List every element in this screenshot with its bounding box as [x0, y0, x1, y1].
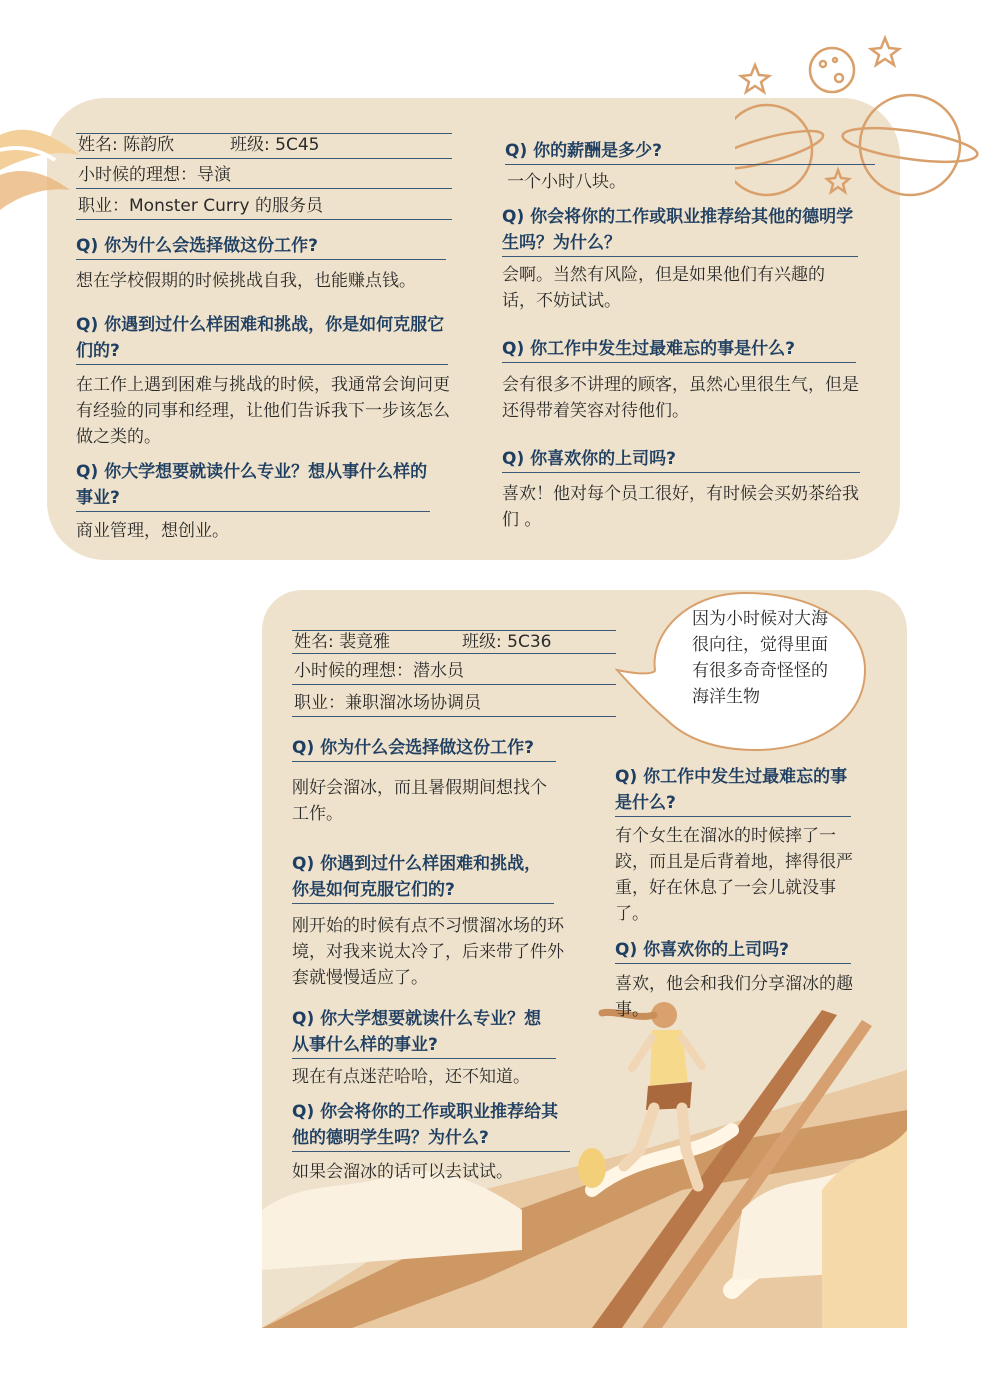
profile1-question: Q) 你大学想要就读什么专业？想从事什么样的事业? — [76, 459, 430, 512]
profile1-job-line — [76, 195, 452, 220]
profile2-answer: 刚开始的时候有点不习惯溜冰场的环境，对我来说太冷了，后来带了件外套就慢慢适应了。 — [292, 916, 564, 988]
profile1-answer: 在工作上遇到困难与挑战的时候，我通常会询问更有经验的同事和经理，让他们告诉我下一步该怎么做之类的。 — [76, 375, 450, 447]
profile1-question: Q) 你的薪酬是多少? — [505, 138, 875, 165]
profile2-question: Q) 你喜欢你的上司吗? — [615, 937, 851, 964]
profile1-question: Q) 你工作中发生过最难忘的事是什么? — [502, 336, 856, 363]
profile1-answer: 喜欢！他对每个员工很好，有时候会买奶茶给我们 。 — [502, 484, 859, 530]
profile1-answer: 一个小时八块。 — [507, 172, 626, 192]
profile2-dream-line — [292, 660, 616, 685]
profile1-question: Q) 你为什么会选择做这份工作? — [76, 233, 446, 260]
profile2-job: 职业：兼职溜冰场协调员 — [294, 693, 481, 713]
profile1-class: 班级: 5C45 — [230, 135, 320, 155]
profile2-question: Q) 你工作中发生过最难忘的事是什么? — [615, 764, 851, 817]
profile2-name: 姓名: 裴竟雅 — [294, 632, 391, 652]
profile1-answer: 商业管理，想创业。 — [76, 521, 229, 541]
profile1-question: Q) 你遇到过什么样困难和挑战，你是如何克服它们的? — [76, 312, 448, 365]
profile1-dream-line — [76, 164, 452, 189]
profile1-answer: 会有很多不讲理的顾客，虽然心里很生气，但是还得带着笑容对待他们。 — [502, 375, 859, 421]
profile2-question: Q) 你会将你的工作或职业推荐给其他的德明学生吗？为什么? — [292, 1099, 570, 1152]
profile1-name-class-line — [76, 133, 452, 159]
profile2-answer: 喜欢，他会和我们分享溜冰的趣事。 — [615, 974, 853, 1020]
speech-bubble-text: 因为小时候对大海很向往，觉得里面有很多奇奇怪怪的海洋生物 — [692, 609, 828, 707]
profile2-class: 班级: 5C36 — [462, 632, 552, 652]
profile2-question: Q) 你遇到过什么样困难和挑战，你是如何克服它们的? — [292, 851, 554, 904]
profile1-answer: 想在学校假期的时候挑战自我，也能赚点钱。 — [76, 271, 416, 291]
profile1-question: Q) 你喜欢你的上司吗? — [502, 446, 860, 473]
profile1-question: Q) 你会将你的工作或职业推荐给其他的德明学生吗？为什么？ — [502, 204, 858, 257]
profile2-question: Q) 你为什么会选择做这份工作? — [292, 735, 556, 762]
profile2-question: Q) 你大学想要就读什么专业？想从事什么样的事业? — [292, 1006, 556, 1059]
profile2-job-line — [292, 692, 616, 717]
profile2-name-class-line — [292, 630, 616, 654]
profile1-answer: 会啊。当然有风险，但是如果他们有兴趣的话，不妨试试。 — [502, 265, 825, 311]
profile1-dream: 小时候的理想：导演 — [78, 165, 231, 185]
profile2-answer: 如果会溜冰的话可以去试试。 — [292, 1162, 513, 1182]
profile1-job: 职业：Monster Curry 的服务员 — [78, 196, 324, 216]
profile1-name: 姓名: 陈韵欣 — [78, 135, 175, 155]
profile2-answer: 有个女生在溜冰的时候摔了一跤，而且是后背着地，摔得很严重，好在休息了一会儿就没事了。 — [615, 826, 853, 924]
profile2-answer: 现在有点迷茫哈哈，还不知道。 — [292, 1067, 530, 1087]
profile2-dream: 小时候的理想：潜水员 — [294, 661, 464, 681]
profile2-answer: 刚好会溜冰，而且暑假期间想找个工作。 — [292, 778, 547, 824]
